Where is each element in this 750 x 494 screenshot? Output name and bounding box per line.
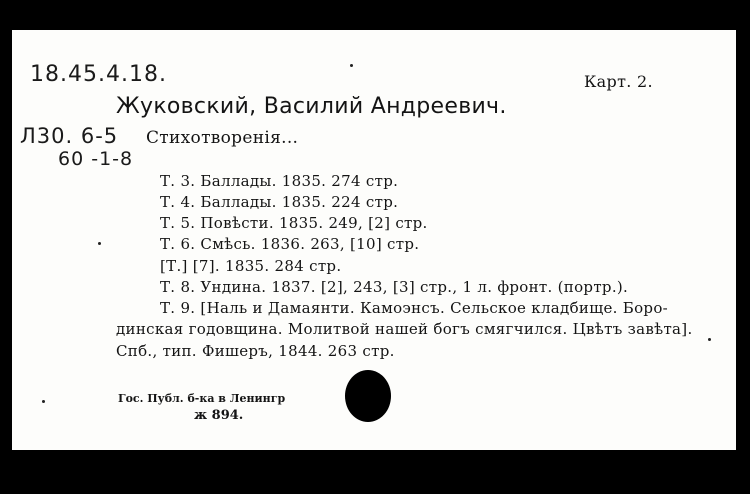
card-number: Карт. 2. — [584, 72, 653, 91]
call-number-line2: 60 -1-8 — [58, 148, 134, 170]
speck — [708, 338, 711, 341]
speck — [98, 242, 101, 245]
catalog-card — [12, 30, 736, 450]
volume-entry: Спб., тип. Фишеръ, 1844. 263 стр. — [116, 342, 395, 360]
shelfmark: 18.45.4.18. — [30, 62, 167, 87]
volume-entry: динская годовщина. Молитвой нашей богъ смягчился. Цвѣтъ завѣта]. — [116, 320, 693, 338]
volume-entry: Т. 5. Повѣсти. 1835. 249, [2] стр. — [160, 214, 428, 232]
volume-entry: Т. 9. [Наль и Дамаянти. Камоэнсъ. Сельское кладбище. Боро- — [160, 299, 669, 317]
inventory-number: ж 894. — [194, 408, 244, 423]
speck — [42, 400, 45, 403]
volume-entry: Т. 4. Баллады. 1835. 224 стр. — [160, 193, 399, 211]
title: Стихотворенія... — [146, 128, 299, 148]
library-stamp: Гос. Публ. б-ка в Ленингр — [118, 392, 286, 405]
author-heading: Жуковский, Василий Андреевич. — [116, 94, 507, 119]
punch-hole — [345, 370, 391, 422]
volume-entry: Т. 8. Ундина. 1837. [2], 243, [3] стр., 1 л. фронт. (портр.). — [160, 278, 629, 296]
call-number-line1: Л30. 6-5 — [20, 124, 119, 148]
speck — [350, 64, 353, 67]
volume-entry: Т. 3. Баллады. 1835. 274 стр. — [160, 172, 399, 190]
volume-entry: [Т.] [7]. 1835. 284 стр. — [160, 257, 342, 275]
volume-entry: Т. 6. Смѣсь. 1836. 263, [10] стр. — [160, 235, 420, 253]
